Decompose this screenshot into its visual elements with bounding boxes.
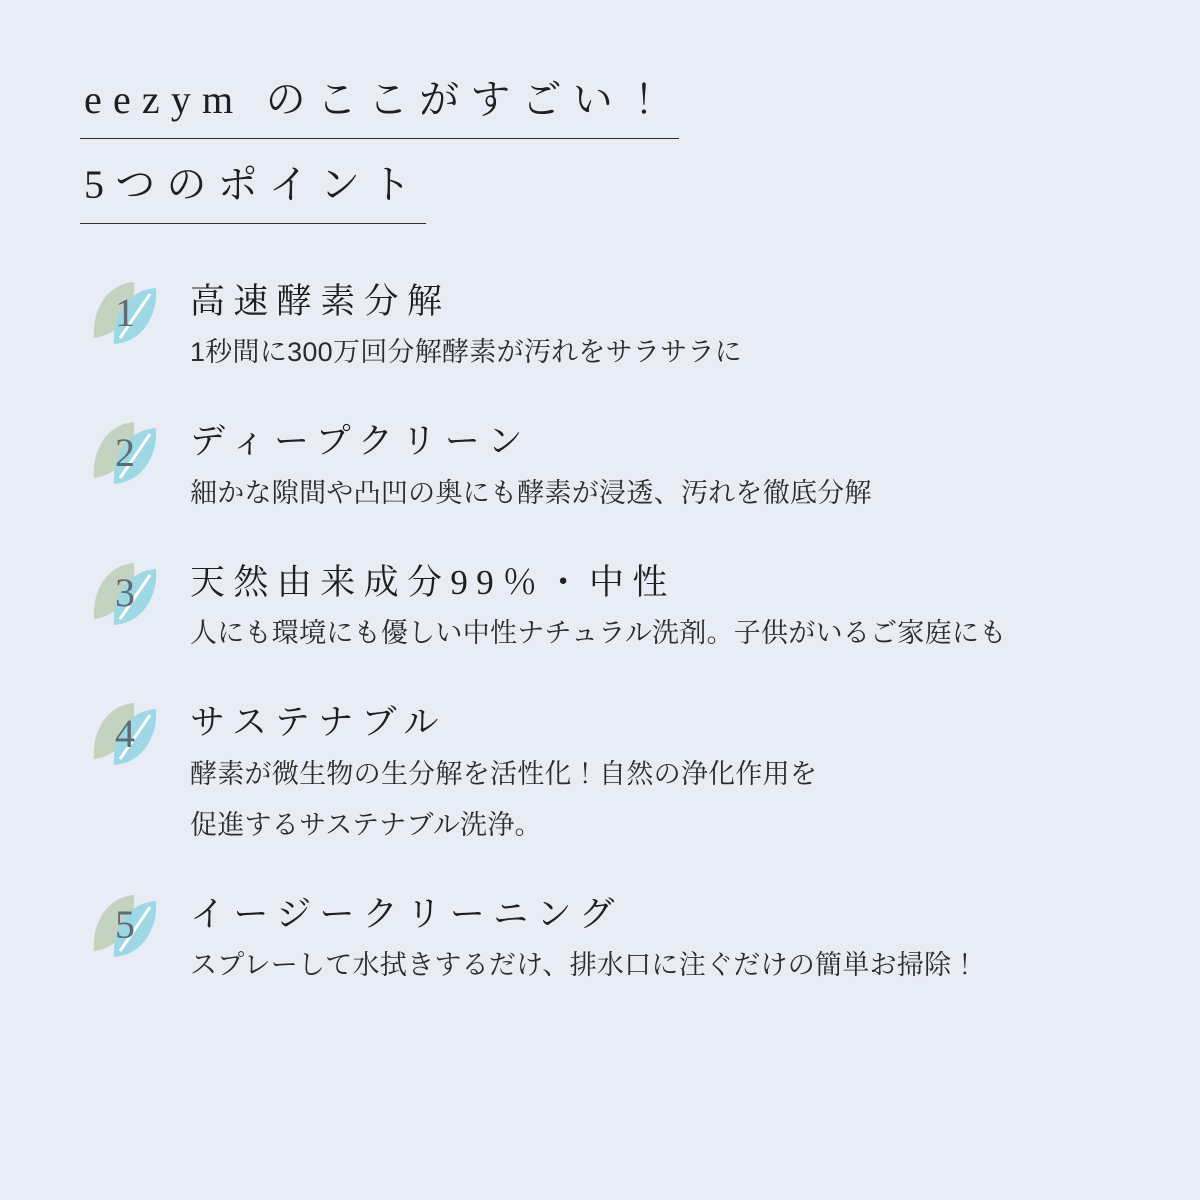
list-item <box>80 889 1120 987</box>
list-item <box>80 557 1120 655</box>
point-description-line-2: 促進するサステナブル洗浄。 <box>190 809 542 840</box>
point-description <box>190 612 1120 655</box>
point-text <box>190 276 1120 374</box>
point-title: ディープクリーン <box>190 422 531 462</box>
point-number: 5 <box>115 902 135 948</box>
point-title: サステナブル <box>190 703 447 743</box>
point-number: 1 <box>115 289 135 335</box>
point-text <box>190 416 1120 514</box>
point-description <box>190 331 1120 374</box>
leaf-badge <box>80 877 176 973</box>
leaf-badge <box>80 685 176 781</box>
page-title-line-2: 5つのポイント <box>80 155 426 224</box>
point-text <box>190 557 1120 655</box>
leaf-badge <box>80 545 176 641</box>
point-description <box>190 472 1120 515</box>
point-description-line-1: 人にも環境にも優しい中性ナチュラル洗剤。子供がいるご家庭にも <box>190 618 1007 649</box>
point-title: イージークリーニング <box>190 894 623 934</box>
point-description-line-1: スプレーして水拭きするだけ、排水口に注ぐだけの簡単お掃除！ <box>190 950 979 981</box>
point-text <box>190 889 1120 987</box>
leaf-badge <box>80 264 176 360</box>
points-list <box>80 276 1120 987</box>
point-title: 天然由来成分99％・中性 <box>190 562 676 602</box>
list-item <box>80 416 1120 514</box>
point-description <box>190 753 1120 847</box>
point-text <box>190 697 1120 847</box>
point-number: 4 <box>115 710 135 756</box>
point-number: 3 <box>115 570 135 616</box>
leaf-badge <box>80 404 176 500</box>
point-description-line-1: 酵素が微生物の生分解を活性化！自然の浄化作用を <box>190 758 818 789</box>
point-title: 高速酵素分解 <box>190 282 451 321</box>
page-title-line-1: eezym のここがすごい！ <box>80 70 679 139</box>
list-item <box>80 697 1120 847</box>
point-number: 2 <box>115 429 135 475</box>
page-title <box>80 70 1120 238</box>
point-description <box>190 944 1120 987</box>
point-description-line-1: 1秒間に300万回分解酵素が汚れをサラサラに <box>190 337 743 368</box>
point-description-line-1: 細かな隙間や凸凹の奥にも酵素が浸透、汚れを徹底分解 <box>190 477 872 508</box>
list-item <box>80 276 1120 374</box>
